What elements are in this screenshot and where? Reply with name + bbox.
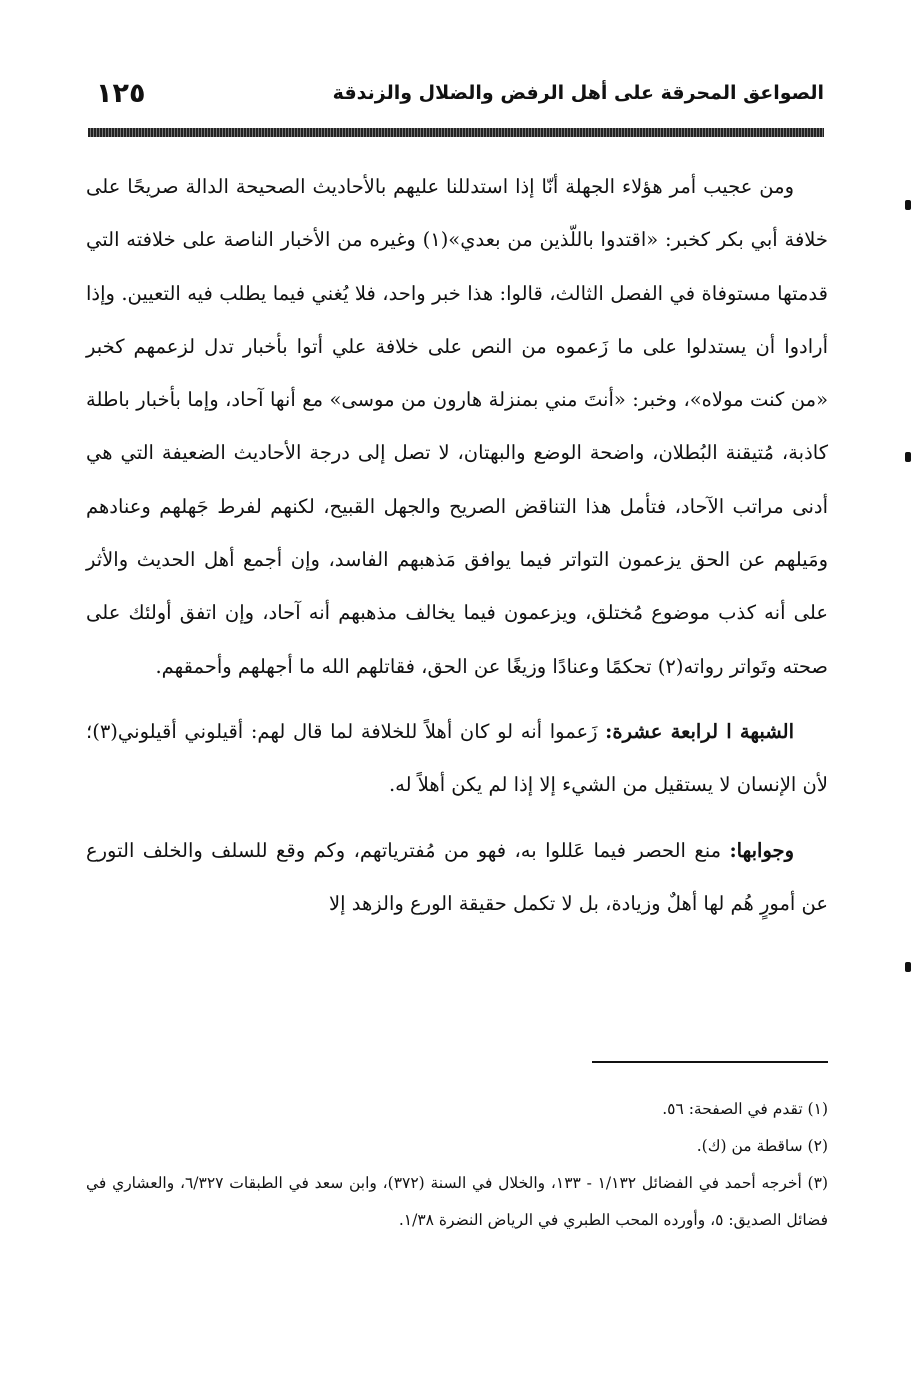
page-header <box>88 78 824 122</box>
shubha-paragraph <box>86 705 828 812</box>
jawab-text: منع الحصر فيما عَللوا به، فهو من مُفترياتهم، وكم وقع للسلف والخلف التورع عن أمورٍ هُم لها أهلٌ وزيادة، بل لا تكمل حقيقة الورع والزهد إلا <box>86 838 828 915</box>
paragraph-text: ومن عجيب أمر هؤلاء الجهلة أنّا إذا استدللنا عليهم بالأحاديث الصحيحة الدالة صريحًا على خلافة أبي بكر كخبر: «اقتدوا باللّذين من بعدي»(١) وغيره من الأخبار الناصة على خلافته التي قدمتها مستوفاة في الفصل الثالث، قالوا: هذا خبر واحد، فلا يُغني فيما يطلب فيه التعيين. وإذا أرادوا أن يستدلوا على ما زَعموه من النص على خلافة علي أتوا بأخبار تدل لزعمهم كخبر «من كنت مولاه»، وخبر: «أنتَ مني بمنزلة هارون من موسى» مع أنها آحاد، وإما بأخبار باطلة كاذبة، مُتيقنة البُطلان، واضحة الوضع والبهتان، لا تصل إلى درجة الأحاديث الضعيفة التي هي أدنى مراتب الآحاد، فتأمل هذا التناقض الصريح والجهل القبيح، لكنهم لفرط جَهلهم وعنادهم ومَيلهم عن الحق يزعمون التواتر فيما يوافق مَذهبهم الفاسد، وإن أجمع أهل الحديث والأثر على أنه كذب موضوع مُختلق، ويزعمون فيما يخالف مذهبهم أنه آحاد، وإن اتفق أولئك على صحته وتَواتر رواته(٢) تحكمًا وعنادًا وزيغًا عن الحق، فقاتلهم الله ما أجهلهم وأحمقهم. <box>86 175 828 678</box>
scan-edge-mark <box>905 452 911 462</box>
paragraph <box>86 160 828 693</box>
footnote: (٢) ساقطة من (ك). <box>696 1137 828 1155</box>
footnote: (١) تقدم في الصفحة: ٥٦. <box>662 1100 828 1118</box>
scan-edge-mark <box>905 962 911 972</box>
scan-edge-mark <box>905 200 911 210</box>
header-rule <box>88 128 824 137</box>
footnote-separator <box>592 1061 828 1063</box>
shubha-text: زَعموا أنه لو كان أهلاً للخلافة لما قال لهم: أقيلوني أقيلوني(٣)؛ لأن الإنسان لا يستقيل من الشيء إلا إذا لم يكن أهلاً له. <box>86 719 828 797</box>
footnote: (٣) أخرجه أحمد في الفضائل ١/١٣٢ - ١٣٣، والخلال في السنة (٣٧٢)، وابن سعد في الطبقات ٦/٣٢٧، والعشاري في فضائل الصديق: ٥، وأورده المحب الطبري في الرياض النضرة ١/٣٨. <box>86 1174 828 1229</box>
shubha-heading: الشبهة ا لرابعة عشرة: <box>605 719 794 743</box>
footnotes <box>86 1091 828 1239</box>
jawab-heading: وجوابها: <box>729 838 794 862</box>
page-number: ١٢٥ <box>96 78 146 109</box>
jawab-paragraph <box>86 824 828 931</box>
running-title: الصواعق المحرقة على أهل الرفض والضلال والزندقة <box>332 82 824 104</box>
body-text <box>86 160 828 930</box>
